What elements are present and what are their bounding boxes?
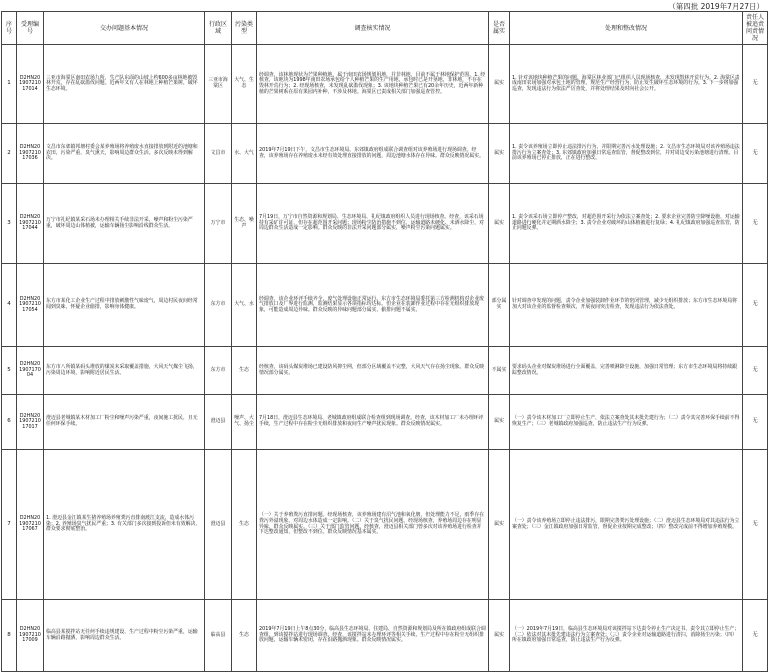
row-issue: 临高县某搅拌站无任何手续违规建设，生产过程中粉尘污染严重，运输车辆沿路抛洒，影响周边群众生活。 bbox=[44, 600, 205, 672]
row-region: 澄迈县 bbox=[205, 395, 232, 450]
row-issue: 万宁市礼纪镇某采石场未办理相关手续非法开采，噪声和粉尘污染严重，破坏周边山体植被，运输车辆扬尘影响沿线群众生活。 bbox=[44, 184, 205, 264]
row-investigation: 经调查，该企业环评手续齐全，废气处理设施正常运行。东方市生态环境局委托第三方检测机构对企业废气排放口及厂界进行监测，监测结果显示各项指标均达标。但企业在装卸作业过程中存在无组织排放现象，可能造成周边异味。群众反映的异味问题部分属实，偷排问题不属实。 bbox=[257, 264, 489, 347]
row-accountability: 无 bbox=[743, 395, 768, 450]
table-row bbox=[2, 184, 768, 264]
row-accountability: 无 bbox=[743, 347, 768, 395]
row-verified: 属实 bbox=[489, 395, 510, 450]
header-row bbox=[2, 12, 768, 45]
row-region: 东方市 bbox=[205, 264, 232, 347]
row-investigation: 经核查，该码头煤炭堆场已建设防风抑尘网，但部分区域覆盖不完整，大风天气存在扬尘现象。群众反映情况部分属实。 bbox=[257, 347, 489, 395]
row-seq: 5 bbox=[2, 347, 17, 395]
header-seq: 序号 bbox=[2, 12, 17, 45]
row-investigation: （一）关于养殖粪污直排问题。经现场核查，该养殖场建有沼气池和氧化塘，但处理能力不足，雨季存在粪污外溢现象，对周边水体造成一定影响。（二）关于臭气扰民问题。经现场核查，养殖场周边存在明显异味，群众反映属实。（三）关于部门监管问题。经核查，澄迈县相关部门曾多次对该养殖场进行检查并下达整改通知，但整改不到位。群众反映情况基本属实。 bbox=[257, 450, 489, 600]
table-row bbox=[2, 395, 768, 450]
row-accountability: 无 bbox=[743, 45, 768, 124]
row-region: 三亚市海棠区 bbox=[205, 45, 232, 124]
row-region: 东方市 bbox=[205, 347, 232, 395]
row-investigation: 7月19日，万宁市自然资源和规划局、生态环境局、礼纪镇政府组织人员进行现场核查。经查，该采石场持有采矿许可证，但存在超范围开采问题；现场粉尘防治措施不到位，运输道路未硬化、未洒水降尘，对周边群众生活造成一定影响。群众反映的非法开采问题部分属实，噪声粉尘污染问题属实。 bbox=[257, 184, 489, 264]
row-verified: 属实 bbox=[489, 600, 510, 672]
row-investigation: 7月18日，澄迈县生态环境局、老城镇政府组成联合检查组到现场调查。经查，该木材加工厂未办理环评手续，生产过程中存在粉尘无组织排放和夜间生产噪声扰民现象。群众反映情况属实。 bbox=[257, 395, 489, 450]
row-pollution-type: 水、大气 bbox=[232, 124, 257, 184]
row-verified: 不属实 bbox=[489, 347, 510, 395]
row-verified: 属实 bbox=[489, 45, 510, 124]
header-region: 行政区域 bbox=[205, 12, 232, 45]
row-handling: （一）2019年7月19日，临高县生态环境局对该搅拌站下达责令停止生产决定书，责令其立即停止生产；（二）依法对其未批先建违法行为立案查处；（三）责令企业对运输道路进行清扫，消除扬尘污染；（四）所在镇政府加强日常巡查，防止违法生产行为反弹。 bbox=[510, 600, 743, 672]
row-pollution-type: 生态 bbox=[232, 347, 257, 395]
header-issue: 交办问题基本情况 bbox=[44, 12, 205, 45]
table-row bbox=[2, 450, 768, 600]
header-investigation: 调查核实情况 bbox=[257, 12, 489, 45]
row-accountability: 无 bbox=[743, 450, 768, 600]
row-code: D2HN20190721017044 bbox=[17, 184, 44, 264]
table-row bbox=[2, 264, 768, 347]
row-pollution-type: 生态 bbox=[232, 450, 257, 600]
header-accountability: 责任人被追责问责情况 bbox=[743, 12, 768, 45]
row-issue: 1. 澄迈县金江镇某生猪养殖场养殖粪污直排南渡江支流，造成水体污染；2. 养殖场臭气扰民严重；3. 有关部门多次接到投诉但未有效解决，群众要求彻底整治。 bbox=[44, 450, 205, 600]
complaints-table bbox=[1, 11, 768, 672]
row-seq: 4 bbox=[2, 264, 17, 347]
row-seq: 2 bbox=[2, 124, 17, 184]
table-row bbox=[2, 45, 768, 124]
row-verified: 属实 bbox=[489, 450, 510, 600]
row-region: 临高县 bbox=[205, 600, 232, 672]
row-issue: 东方市某化工企业生产过程中排放刺激性气味废气，周边村民夜间经常闻到臭味，怀疑企业偷排，影响身体健康。 bbox=[44, 264, 205, 347]
row-handling: （一）责令该木材加工厂立即停止生产，依法立案查处其未批先建行为；（二）责令其完善环保手续前不得恢复生产；（三）老城镇政府加强巡查，防止违法生产行为反弹。 bbox=[510, 395, 743, 450]
row-verified: 属实 bbox=[489, 184, 510, 264]
row-seq: 7 bbox=[2, 450, 17, 600]
row-code: D2HN20190721017014 bbox=[17, 45, 44, 124]
row-handling: 1. 责令该采石场立即停产整改，对超范围开采行为依法立案查处；2. 要求企业完善防尘降噪设施，对运输道路进行硬化并定期洒水降尘；3. 责令企业对破坏的山体植被进行复绿；4. 礼纪镇政府加强巡查监管，防止问题反弹。 bbox=[510, 184, 743, 264]
row-pollution-type: 大气、生态 bbox=[232, 45, 257, 124]
row-seq: 3 bbox=[2, 184, 17, 264]
row-code: D2HN20190721017054 bbox=[17, 264, 44, 347]
row-seq: 8 bbox=[2, 600, 17, 672]
row-investigation: 2019年7月19日上午8点30分，临高县生态环境局、住建局、自然资源和规划局及所在镇政府组成联合调查组，到该搅拌站进行现场调查。经查，该搅拌站未办理环评等相关手续，生产过程中存在粉尘无组织排放问题，运输车辆未密闭，存在沿路抛洒现象。群众反映情况属实。 bbox=[257, 600, 489, 672]
header-verified: 是否属实 bbox=[489, 12, 510, 45]
row-handling: 1. 责令该养殖场立即停止违法排污行为，并限期完善污水处理设施；2. 文昌市生态环境局对该养殖场违法排污行为立案查处；3. 东郊镇政府加强日常巡查监管，督促整改到位，并对周边受污染池塘进行清理。目前该养殖场已停止排放，正在进行整改。 bbox=[510, 124, 743, 184]
row-accountability: 无 bbox=[743, 264, 768, 347]
row-pollution-type: 生态 bbox=[232, 600, 257, 672]
row-handling: （一）责令该养殖场立即停止违法排污，限期完善粪污处理设施；（二）澄迈县生态环境局对其违法行为立案查处；（三）金江镇政府加强日常监管，督促企业按期完成整改；（四）整改完成前不得增加养殖规模。 bbox=[510, 450, 743, 600]
row-issue: 文昌市东郊镇邦塘村委会某养殖场将养殖废水直接排放到附近的池塘和农田，污染严重，臭气熏天，影响周边群众生活。多次反映未得到解决。 bbox=[44, 124, 205, 184]
row-issue: 澄迈县老城镇某木材加工厂粉尘和噪声污染严重，夜间施工扰民，且无任何环保手续。 bbox=[44, 395, 205, 450]
row-code: D2HN20190721017009 bbox=[17, 600, 44, 672]
header-code: 受理编号 bbox=[17, 12, 44, 45]
row-handling: 要求码头企业对煤炭堆场进行全面覆盖，完善喷淋降尘设施，加强日常管理；东方市生态环境局将持续跟踪整改情况。 bbox=[510, 347, 743, 395]
row-verified: 属实 bbox=[489, 124, 510, 184]
header-handling: 处理和整改情况 bbox=[510, 12, 743, 45]
row-investigation: 2019年7月19日下午，文昌市生态环境局、东郊镇政府组成联合调查组对该养殖场进行现场调查。经查，该养殖场存在养殖废水未经有效处理直接排放的问题，周边池塘水体存在异味。群众反映情况属实。 bbox=[257, 124, 489, 184]
batch-label: （第四批 2019年7月27日） bbox=[668, 2, 764, 11]
table-row bbox=[2, 124, 768, 184]
row-accountability: 无 bbox=[743, 184, 768, 264]
row-pollution-type: 噪声、大气、扬尘 bbox=[232, 395, 257, 450]
row-region: 文昌市 bbox=[205, 124, 232, 184]
row-seq: 1 bbox=[2, 45, 17, 124]
row-accountability: 无 bbox=[743, 124, 768, 184]
row-investigation: 经调查，该林地现状为芒果种植地，属于南田农场规划用地，并非林地，目前不属于林地保护范围。1. 经核查，该地块为1998年南田农场承包给个人种植芒果的生产用地，承包时已是开垦地，非林地，不存在毁林开荒行为；2. 经现场核查，未发现乱砍滥伐现象；3. 该地块种植芒果已有20余年历史，近两年新种植的芒果树系在原有果园内补种，不涉及林地。海棠区已责成相关部门加强巡查管控。 bbox=[257, 45, 489, 124]
row-pollution-type: 大气、水 bbox=[232, 264, 257, 347]
row-verified: 部分属实 bbox=[489, 264, 510, 347]
header-pollution-type: 污染类型 bbox=[232, 12, 257, 45]
row-issue: 东方市八所镇某码头堆放的煤炭未采取覆盖措施，大风天气煤尘飞扬，污染周边环境，影响附近居民生活。 bbox=[44, 347, 205, 395]
table-row bbox=[2, 600, 768, 672]
row-handling: 针对调查中发现的问题，责令企业加强装卸作业环节的密闭管理，减少无组织排放；东方市生态环境局将加大对该企业的监督检查频次，开展夜间突击检查，发现违法行为依法查处。 bbox=[510, 264, 743, 347]
table-row bbox=[2, 347, 768, 395]
row-code: D2HN20190721017017 bbox=[17, 395, 44, 450]
row-region: 万宁市 bbox=[205, 184, 232, 264]
row-region: 澄迈县 bbox=[205, 450, 232, 600]
row-handling: 1. 针对该地块种植芒果的问题，海棠区林业部门已组织人员现场核查，未发现毁林开荒行为。2. 海棠区责成南田农场加强对承包土地的管理，规范生产经营行为，防止发生破坏生态环境的行为。3. 下一步将加强巡查，发现违法行为依法严厉查处，并将处理结果及时向社会公开。 bbox=[510, 45, 743, 124]
row-pollution-type: 生态、噪声 bbox=[232, 184, 257, 264]
row-code: D2HN20190721017036 bbox=[17, 124, 44, 184]
row-code: D2HN20190721017067 bbox=[17, 450, 44, 600]
row-accountability: 无 bbox=[743, 600, 768, 672]
row-issue: 三亚市海棠区南田农场九所，生产队东面的山坡上约600多亩林地被毁林开荒，存在乱砍滥伐问题。近两年又有人在林地上种植芒果树，破坏生态环境。 bbox=[44, 45, 205, 124]
row-seq: 6 bbox=[2, 395, 17, 450]
row-code: D2HN20190717004 bbox=[17, 347, 44, 395]
